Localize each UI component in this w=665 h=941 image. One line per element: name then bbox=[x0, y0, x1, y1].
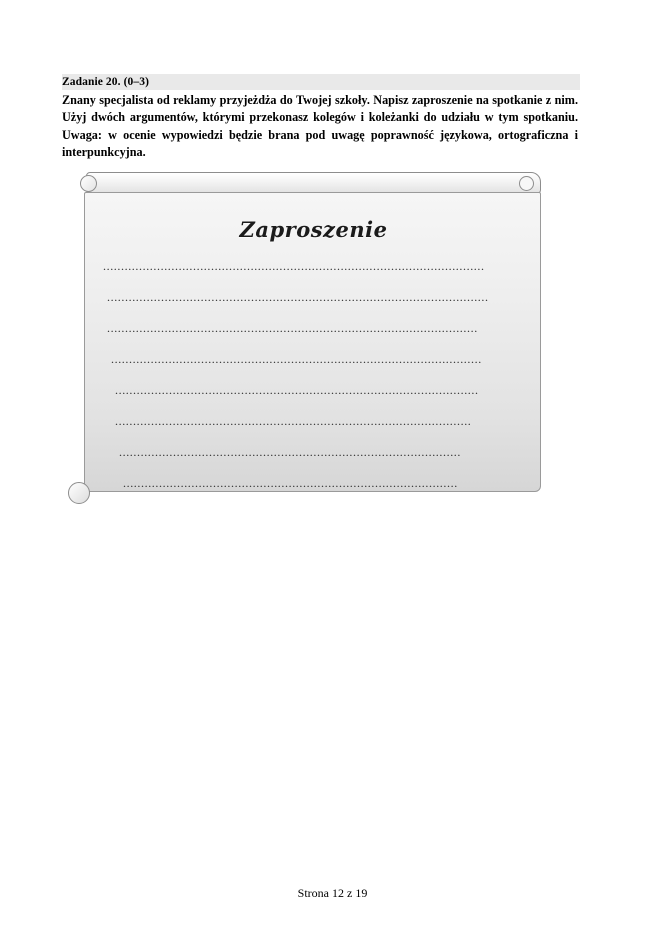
invitation-title: Zaproszenie bbox=[239, 217, 388, 242]
card-top-scroll-bar bbox=[86, 172, 541, 194]
writing-line[interactable]: ................................................................................................... bbox=[115, 414, 472, 428]
page-footer: Strona 12 z 19 bbox=[297, 886, 368, 900]
writing-line[interactable]: ..................................................................................................... bbox=[115, 383, 479, 397]
writing-lines bbox=[85, 259, 541, 492]
writing-line[interactable]: ............................................................................................... bbox=[119, 445, 461, 459]
task-header: Zadanie 20. (0–3) bbox=[62, 74, 580, 90]
writing-line[interactable]: .......................................................................................................... bbox=[107, 290, 489, 304]
scroll-curl-top-left-icon bbox=[80, 175, 97, 192]
writing-line[interactable]: ............................................................................................. bbox=[123, 476, 458, 490]
task-instruction: Znany specjalista od reklamy przyjeżdża do Twojej szkoły. Napisz zaproszenie na spotkanie z nim. Użyj dwóch argumentów, którymi przekonasz kolegów i koleżanki do udziału w tym spotkaniu. Uwaga: w ocenie wypowiedzi będzie brana pod uwagę poprawność językowa, ortograficzna i interpunkcyjna. bbox=[62, 93, 578, 159]
writing-line[interactable]: .......................................................................................................... bbox=[103, 259, 485, 273]
invitation-card-body bbox=[84, 192, 541, 492]
scroll-curl-bottom-left-icon bbox=[68, 482, 90, 504]
invitation-card bbox=[68, 172, 548, 512]
writing-line[interactable]: ....................................................................................................... bbox=[111, 352, 482, 366]
writing-line[interactable]: ....................................................................................................... bbox=[107, 321, 478, 335]
